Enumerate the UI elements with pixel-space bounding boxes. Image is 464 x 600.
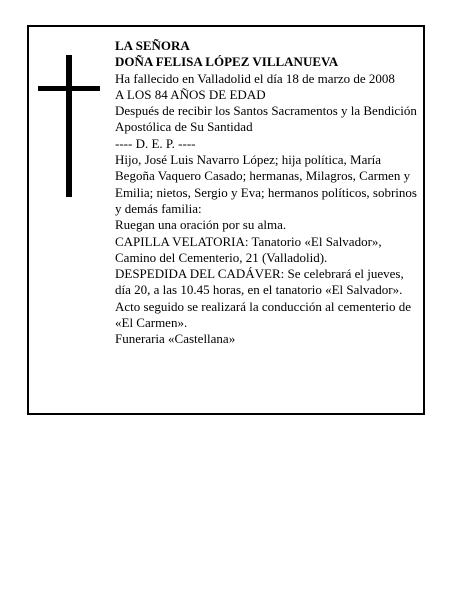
cross-vertical-bar (66, 55, 72, 197)
rip-line: ---- D. E. P. ---- (115, 135, 196, 151)
chapel-paragraph: CAPILLA VELATORIA: Tanatorio «El Salvador», Camino del Cementerio, 21 (Valladolid). (115, 233, 382, 265)
age-line: A LOS 84 AÑOS DE EDAD (115, 86, 266, 102)
funeral-home: Funeraria «Castellana» (115, 331, 236, 347)
death-line: Ha fallecido en Valladolid el día 18 de marzo de 2008 (115, 70, 395, 86)
deceased-name: DOÑA FELISA LÓPEZ VILLANUEVA (115, 54, 339, 70)
latin-cross-icon (38, 55, 100, 197)
burial-paragraph: Acto seguido se realizará la conducción al cementerio de «El Carmen». (115, 298, 411, 331)
family-paragraph: Hijo, José Luis Navarro López; hija política, María Begoña Vaquero Casado; hermanas, Milagros, Carmen y Emilia; nietos, Sergio y Eva; hermanos políticos, sobrinos y demás familia: (115, 152, 417, 216)
prayer-request: Ruegan una oración por su alma. (115, 217, 287, 233)
sacraments-paragraph: Después de recibir los Santos Sacramentos y la Bendición Apostólica de Su Santidad (115, 103, 417, 135)
farewell-paragraph: DESPEDIDA DEL CADÁVER: Se celebrará el jueves, día 20, a las 10.45 horas, en el tanatorio «El Salvador». (115, 266, 404, 298)
obituary-text (115, 38, 421, 348)
notice-heading: LA SEÑORA (115, 38, 190, 53)
cross-horizontal-bar (38, 86, 100, 91)
